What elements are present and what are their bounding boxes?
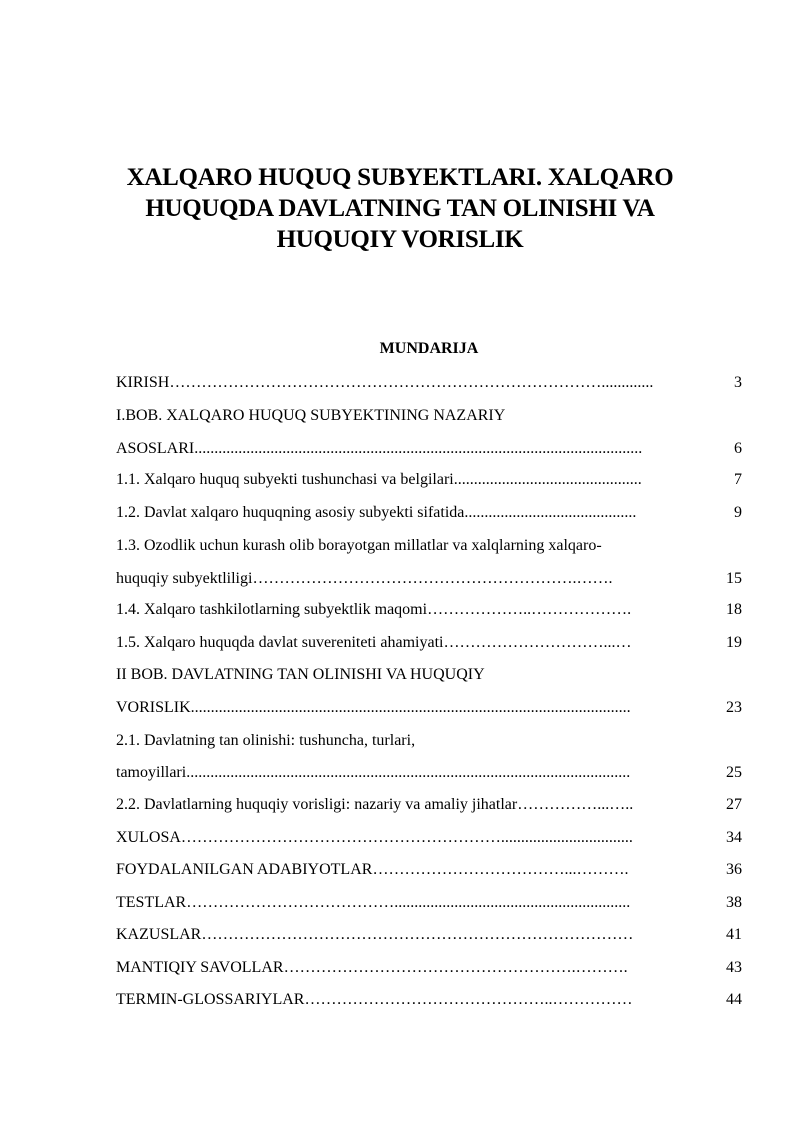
title-line-1: XALQARO HUQUQ SUBYEKTLARI. XALQARO xyxy=(126,164,674,191)
title-line-3: HUQUQIY VORISLIK xyxy=(276,226,524,253)
toc-entry: 2.1. Davlatning tan olinishi: tushuncha, turlari, xyxy=(116,732,416,749)
toc-entry: VORISLIK .............................................................................................................. 23 xyxy=(116,699,742,716)
toc-entry: TESTLAR …………………………………........................................................... 38 xyxy=(116,894,742,911)
toc-entry: ASOSLARI ................................................................................................................ 6 xyxy=(116,440,742,457)
toc-heading: MUNDARIJA xyxy=(379,340,479,357)
toc-entry: TERMIN-GLOSSARIYLAR ………………………………………..…………… 44 xyxy=(116,991,742,1008)
toc-entry: 1.5. Xalqaro huquqda davlat suvereniteti ahamiyati …………………………...… 19 xyxy=(116,634,742,651)
toc-entry: FOYDALANILGAN ADABIYOTLAR ………………………………...………. 36 xyxy=(116,861,742,878)
title-line-2: HUQUQDA DAVLATNING TAN OLINISHI VA xyxy=(145,195,655,222)
document-title xyxy=(120,162,680,255)
toc-entry: 2.2. Davlatlarning huquqiy vorisligi: nazariy va amaliy jihatlar ……………...….. 27 xyxy=(116,796,742,813)
toc-entry: huquqiy subyektliligi …………………………………………………….……. 15 xyxy=(116,570,742,587)
toc-entry: KAZUSLAR ……………………………………………………………………… 41 xyxy=(116,926,742,943)
toc-entry: KIRISH ………………………………………………………………………............. 3 xyxy=(116,374,742,391)
toc-entry: MANTIQIY SAVOLLAR ……………………………………………….………. 43 xyxy=(116,959,742,976)
toc-entry: 1.1. Xalqaro huquq subyekti tushunchasi va belgilari ............................................... 7 xyxy=(116,471,742,488)
toc-entry: I.BOB. XALQARO HUQUQ SUBYEKTINING NAZARIY xyxy=(116,407,506,424)
toc-entry: XULOSA ……………………………………………………................................. 34 xyxy=(116,829,742,846)
toc-entry: 1.4. Xalqaro tashkilotlarning subyektlik maqomi ………………..………………. 18 xyxy=(116,601,742,618)
toc-entry: tamoyillari ............................................................................................................... 25 xyxy=(116,764,742,781)
toc-entry: 1.3. Ozodlik uchun kurash olib borayotgan millatlar va xalqlarning xalqaro- xyxy=(116,537,602,554)
toc-entry: 1.2. Davlat xalqaro huquqning asosiy subyekti sifatida ........................................... 9 xyxy=(116,504,742,521)
toc-entry: II BOB. DAVLATNING TAN OLINISHI VA HUQUQIY xyxy=(116,666,485,683)
